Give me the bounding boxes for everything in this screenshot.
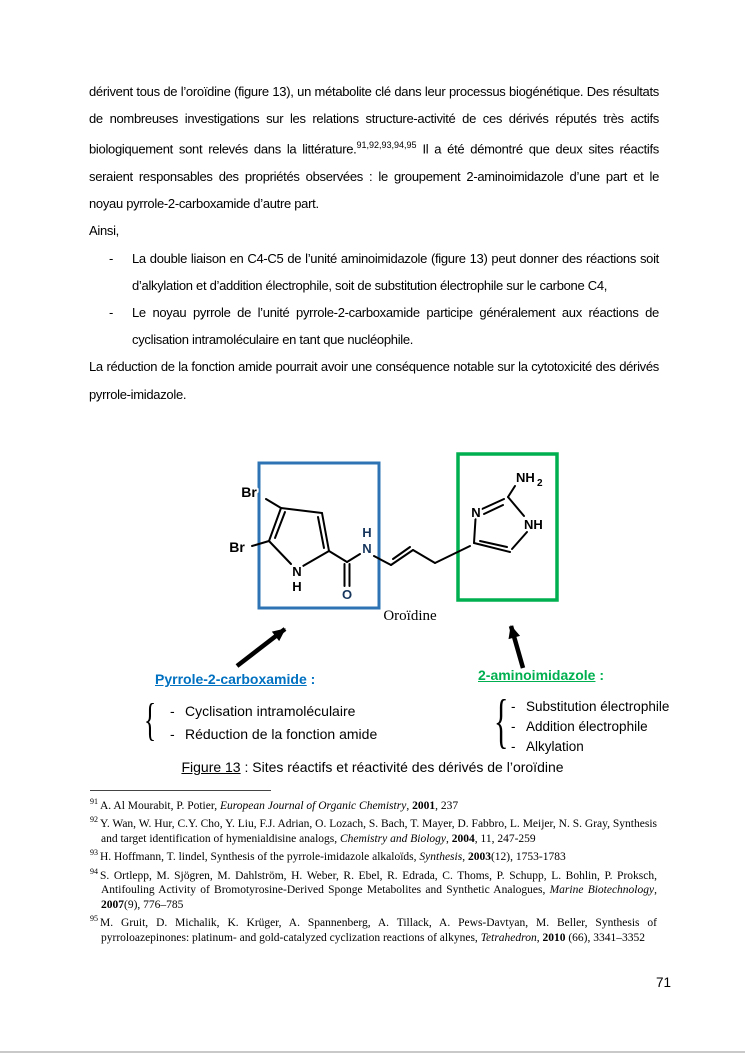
item-text: Réduction de la fonction amide [185, 725, 378, 742]
item-text: Cyclisation intramoléculaire [185, 703, 356, 719]
label-text: Pyrrole-2-carboxamide [155, 671, 307, 687]
paragraph-intro: dérivent tous de l’oroïdine (figure 13), un métabolite clé dans leur processus biogénétique. Des résultats de nombreuses investigations sur les relations structure-activité de ces dérivés réputés très actifs biologiquement sont relevés dans la littérature.$^{91,92,93,94,95}$ Il a été démontré que deux sites réactifs seraient responsables des propriétés observées : le groupement 2-aminoimidazole d’une part et le noyau pyrrole-2-carboxamide d’autre part. [89, 84, 659, 212]
arrow-to-imidazole-box [511, 626, 523, 668]
pyrrole-carboxamide-label [155, 671, 315, 687]
paragraph-ainsi: Ainsi, [89, 223, 119, 239]
footnote-text: H. Hoffmann, T. lindel, Synthesis of the pyrrole-imidazole alkaloïds, Synthesis, 2003(12), 1753-1783 [100, 851, 566, 864]
list-item [511, 699, 669, 719]
label-colon: : [306, 671, 316, 687]
figure-caption-text: : Sites réactifs et réactivité des dérivés de l’oroïdine [240, 759, 564, 775]
molecule-name: Oroïdine [383, 608, 437, 624]
atom-label-amide-n: N [362, 541, 372, 556]
bullet-text: La double liaison en C4-C5 de l’unité aminoimidazole (figure 13) peut donner des réactions soit d’alkylation et d’addition électrophile, soit de substitution électrophile sur le carbone C4, [132, 250, 659, 293]
footnote-91 [90, 795, 657, 813]
item-text: Addition électrophile [526, 719, 648, 734]
atom-label-br-top: Br [241, 484, 257, 500]
footnote-text: M. Gruit, D. Michalik, K. Krüger, A. Spannenberg, A. Tillack, A. Pews-Davtyan, M. Beller, Synthesis of pyrroloazepinones: platinum- and gold-catalyzed cyclization reactions of alkynes, Tetrahedron, 2010 (66), 3341–3352 [100, 917, 657, 944]
figure-caption-label: Figure 13 [181, 759, 241, 775]
footnote-text: S. Ortlepp, M. Sjögren, M. Dahlström, H. Weber, R. Ebel, R. Edrada, C. Thoms, P. Schupp, L. Bohlin, P. Proksch, Antifouling Activity of Bromotyrosine-Derived Sponge Metabolites and Synthetic Analogues, Marine Biotechnology, 2007(9), 776–785 [100, 869, 657, 911]
item-dash: - [170, 703, 175, 719]
item-dash: - [511, 719, 516, 734]
footnote-number: 91 [90, 797, 98, 806]
list-item [170, 703, 377, 726]
footnote-number: 94 [90, 866, 98, 876]
pyrrole-reactions-list [170, 703, 377, 748]
body-text [89, 78, 659, 408]
right-brace: { [494, 688, 509, 754]
footnote-95 [90, 912, 657, 945]
footnote-number: 95 [90, 914, 98, 924]
oroidine-structure-figure [140, 445, 640, 680]
bullet-item [89, 299, 659, 353]
item-text: Alkylation [526, 739, 584, 754]
footnote-number: 92 [90, 815, 98, 825]
footnote-92 [90, 813, 657, 846]
footnote-number: 93 [90, 848, 98, 858]
atom-label-amino-nh2: NH [516, 470, 535, 485]
bullet-dash: - [109, 304, 114, 320]
item-dash: - [511, 699, 516, 714]
paragraph-reduction: La réduction de la fonction amide pourrait avoir une conséquence notable sur la cytotoxicité des dérivés pyrrole-imidazole. [89, 359, 659, 402]
item-dash: - [170, 725, 175, 742]
bullet-text: Le noyau pyrrole de l’unité pyrrole-2-carboxamide participe généralement aux réactions de cyclisation intramoléculaire en tant que nucléophile. [132, 304, 659, 348]
left-brace: { [144, 694, 157, 745]
atom-label-imidazole-nh: NH [524, 517, 543, 532]
page-number: 71 [656, 975, 672, 990]
atom-label-br-left: Br [229, 539, 245, 555]
aminoimidazole-label [478, 667, 604, 683]
footnote-text: Y. Wan, W. Hur, C.Y. Cho, Y. Liu, F.J. Adrian, O. Lozach, S. Bach, T. Mayer, D. Fabbro, L. Meijer, N. S. Gray, Synthesis and target identification of hymenialdisine analogs, Chemistry and Biology, 2004, 11, 247-259 [100, 818, 657, 845]
atom-label-carbonyl-o: O [341, 587, 353, 602]
atom-label-amide-h: H [362, 525, 372, 540]
item-dash: - [511, 739, 516, 754]
list-item [170, 726, 377, 749]
label-text: 2-aminoimidazole [478, 667, 596, 683]
list-item [511, 719, 669, 739]
footnotes [90, 795, 657, 945]
bullet-item [89, 245, 659, 299]
atom-label-pyrrole-n: N [292, 564, 302, 579]
item-text: Substitution électrophile [526, 699, 670, 714]
imidazole-reactions-list [511, 699, 669, 759]
footnote-93 [90, 846, 657, 864]
bullet-dash: - [109, 250, 114, 266]
atom-label-amino-nh2-subscript: 2 [537, 478, 543, 489]
list-item [511, 739, 669, 759]
atom-label-imidazole-n: N [471, 505, 481, 520]
figure-arrows [237, 626, 523, 668]
arrow-to-pyrrole-box [237, 629, 285, 666]
footnote-text: A. Al Mourabit, P. Potier, European Journal of Organic Chemistry, 2001, 237 [100, 799, 459, 812]
footnote-94 [90, 865, 657, 913]
atom-label-pyrrole-h: H [292, 579, 302, 594]
figure-caption [0, 759, 745, 775]
label-colon: : [595, 667, 605, 683]
footnote-separator [90, 790, 271, 791]
